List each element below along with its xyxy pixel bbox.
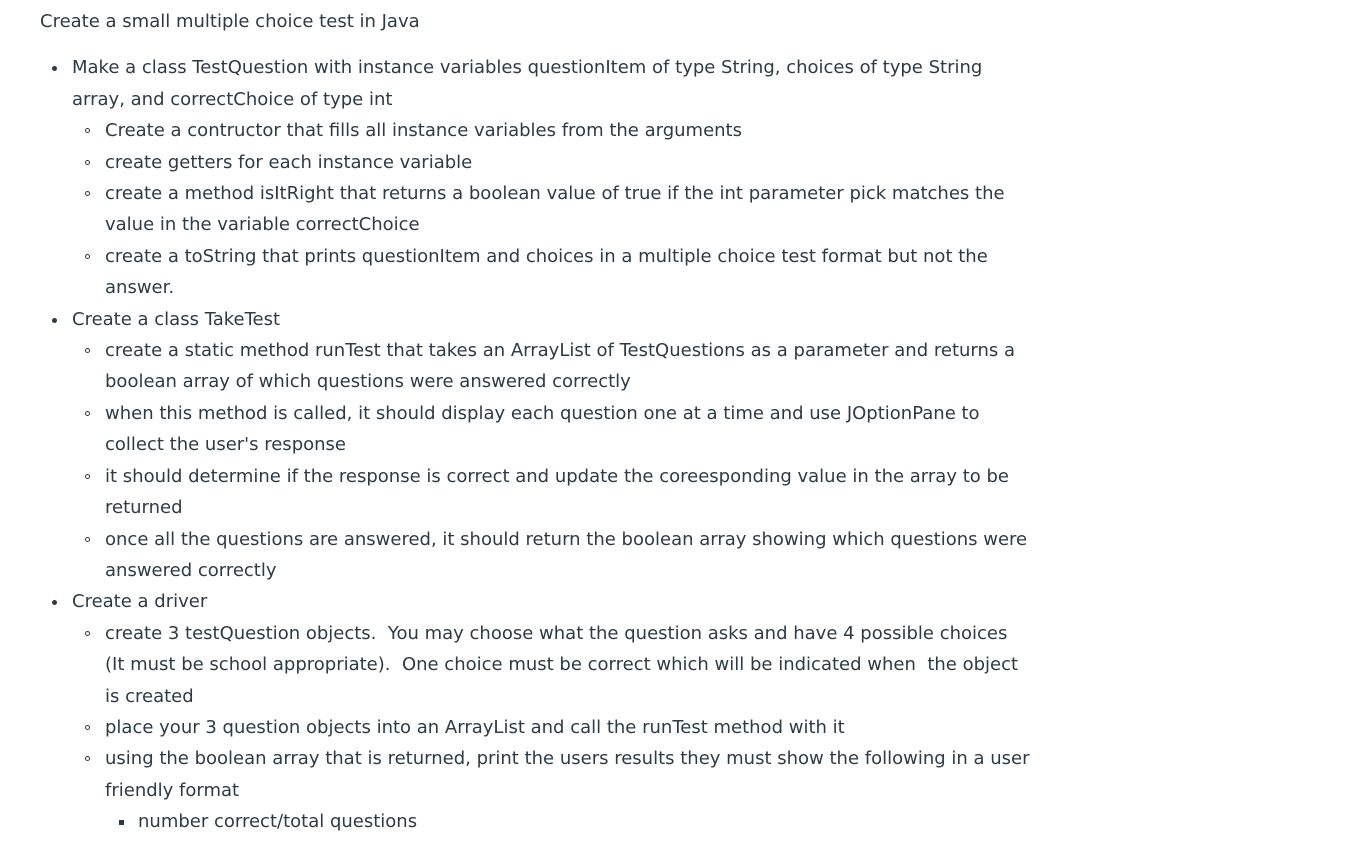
- list-item-text: create a static method runTest that takes an ArrayList of TestQuestions as a parameter and returns a boolean array of which questions were answered correctly: [105, 340, 1021, 393]
- sublist-testquestion: [72, 115, 1030, 303]
- list-item-text: Create a class TakeTest: [72, 308, 281, 330]
- list-item: [72, 461, 1030, 524]
- list-item: [105, 806, 1030, 837]
- disc-bullet-icon: [52, 318, 57, 323]
- list-item-text: using the boolean array that is returned, print the users results they must show the following in a user friendly format: [105, 748, 1036, 801]
- list-item: [72, 115, 1030, 146]
- sublist-results: [105, 806, 1030, 837]
- sublist-taketest: [72, 335, 1033, 586]
- list-item: [72, 398, 1030, 461]
- list-item: [72, 743, 1036, 837]
- list-item-text: number correct/total questions: [138, 811, 418, 833]
- circle-bullet-icon: [85, 128, 90, 133]
- circle-bullet-icon: [85, 756, 90, 761]
- list-item-text: create getters for each instance variable: [105, 151, 473, 173]
- list-item-text: it should determine if the response is correct and update the coreesponding value in the array to be returned: [105, 465, 1015, 519]
- list-item: [72, 524, 1033, 587]
- list-item-text: Make a class TestQuestion with instance variables questionItem of type String, choices of type String array, and correctChoice of type int: [72, 57, 989, 110]
- circle-bullet-icon: [85, 191, 90, 196]
- circle-bullet-icon: [85, 348, 90, 353]
- intro-text: Create a small multiple choice test in Java: [40, 11, 420, 32]
- list-item-text: create a method isItRight that returns a boolean value of true if the int parameter pick matches the value in the variable correctChoice: [105, 183, 1011, 236]
- disc-bullet-icon: [52, 600, 57, 605]
- circle-bullet-icon: [85, 254, 90, 259]
- list-item-text: create 3 testQuestion objects. You may choose what the question asks and have 4 possible choices (It must be school appropriate). One choice must be correct which will be indicated when the object is created: [105, 622, 1024, 707]
- sublist-driver: [72, 618, 1036, 838]
- list-item-text: place your 3 question objects into an ArrayList and call the runTest method with it: [105, 716, 845, 738]
- circle-bullet-icon: [85, 160, 90, 165]
- circle-bullet-icon: [85, 631, 90, 636]
- list-item-driver: [40, 586, 1036, 837]
- list-item-text: Create a driver: [72, 591, 208, 613]
- circle-bullet-icon: [85, 474, 90, 479]
- list-item-text: once all the questions are answered, it should return the boolean array showing which questions were answered correctly: [105, 528, 1033, 581]
- circle-bullet-icon: [85, 725, 90, 730]
- requirements-list: [40, 52, 1036, 837]
- list-item-text: when this method is called, it should display each question one at a time and use JOptionPane to collect the user's response: [105, 402, 986, 456]
- list-item-testquestion: [40, 52, 1030, 303]
- circle-bullet-icon: [85, 537, 90, 542]
- list-item: [72, 712, 1030, 743]
- list-item: [72, 147, 1030, 178]
- list-item: [72, 618, 1030, 712]
- disc-bullet-icon: [52, 66, 57, 71]
- list-item: [72, 241, 1030, 304]
- circle-bullet-icon: [85, 411, 90, 416]
- list-item-text: create a toString that prints questionItem and choices in a multiple choice test format but not the answer.: [105, 245, 994, 299]
- list-item: [72, 335, 1030, 398]
- list-item: [72, 178, 1030, 241]
- square-bullet-icon: [119, 820, 124, 825]
- list-item-text: Create a contructor that fills all instance variables from the arguments: [105, 120, 742, 142]
- list-item-taketest: [40, 304, 1033, 587]
